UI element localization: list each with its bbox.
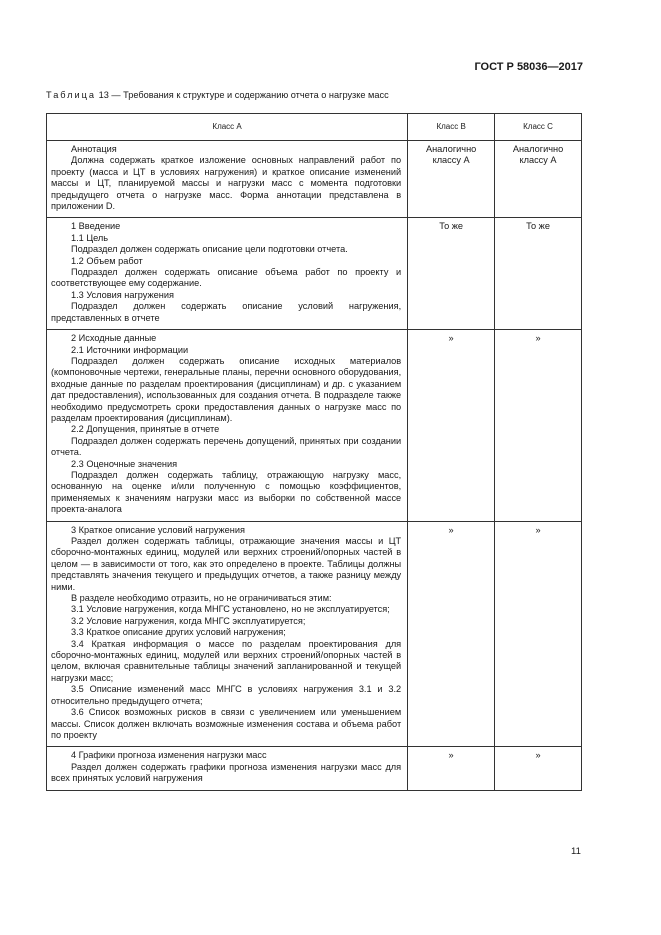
list-item: 3.3 Краткое описание других условий нагружения; — [71, 627, 286, 638]
cell-class-b: » — [408, 330, 495, 522]
cell-class-a — [47, 330, 408, 522]
paragraph: Раздел должен содержать графики прогноза изменения нагрузки масс для всех принятых условий нагружения — [51, 761, 402, 784]
list-item: 3.6 Список возможных рисков в связи с увеличением или уменьшением массы. Список должен включать возможные изменения состава и объема работ по проекту — [51, 707, 402, 740]
table-row — [47, 747, 582, 790]
page-number: 11 — [571, 846, 581, 857]
table-header-row — [47, 114, 582, 141]
column-header-class-c: Класс C — [495, 114, 582, 141]
paragraph: Подраздел должен содержать описание цели подготовки отчета. — [71, 244, 348, 255]
section-heading: 2 Исходные данные — [71, 333, 157, 344]
table-row — [47, 218, 582, 330]
requirements-table — [46, 113, 582, 791]
table-caption — [46, 90, 389, 100]
list-item: 3.5 Описание изменений масс МНГС в условиях нагружения 3.1 и 3.2 относительно предыдущего отчета; — [51, 684, 402, 706]
table-row — [47, 330, 582, 522]
subsection-heading: 1.3 Условия нагружения — [71, 289, 174, 300]
cell-class-c: » — [495, 330, 582, 522]
cell-class-c: Аналогично классу А — [495, 141, 582, 218]
table-caption-title: — Требования к структуре и содержанию отчета о нагрузке масс — [111, 90, 389, 100]
list-item: 3.1 Условие нагружения, когда МНГС установлено, но не эксплуатируется; — [71, 604, 390, 615]
section-heading: Аннотация — [71, 144, 117, 154]
cell-class-b: Аналогично классу А — [408, 141, 495, 218]
subsection-heading: 2.1 Источники информации — [71, 344, 189, 355]
section-heading: 1 Введение — [71, 221, 121, 232]
document-code: ГОСТ Р 58036—2017 — [474, 61, 583, 73]
subsection-heading: 1.1 Цель — [71, 232, 109, 243]
cell-class-c: » — [495, 521, 582, 747]
list-item: 3.4 Краткая информация о массе по разделам проектирования для сборочно-монтажных единиц, модулей или верхних строений/опорных частей в целом, включая сравнительные таблицы значений запланированной и текущей нагрузки масс; — [51, 638, 402, 683]
paragraph: Подраздел должен содержать описание объема работ по проекту и соответствующее ему содержание. — [51, 267, 402, 289]
column-header-class-a: Класс A — [47, 114, 408, 141]
paragraph: Подраздел должен содержать перечень допущений, принятых при создании отчета. — [51, 435, 402, 458]
cell-class-c: » — [495, 747, 582, 790]
section-heading: 4 Графики прогноза изменения нагрузки масс — [71, 750, 267, 761]
table-row — [47, 141, 582, 218]
paragraph: Подраздел должен содержать таблицу, отражающую нагрузку масс, основанную на оценке и/или полученную с помощью коэффициентов, применяемых к значениям нагрузки масс из выборки по собственной массе проекта-аналога — [51, 469, 402, 515]
paragraph: Должна содержать краткое изложение основных направлений работ по проекту (масса и ЦТ в условиях нагружения) и краткое описание изменений массы и ЦТ, планируемой массы и нагрузки масс с момента подготовки предыдущего отчета о нагрузке масс. Форма аннотации представлена в приложении D. — [51, 155, 402, 212]
paragraph: Подраздел должен содержать описание исходных материалов (компоновочные чертежи, генеральные планы, перечни основного оборудования, входные данные по разделам проектирования (дисциплинам) и др. с указанием дат предоставления), использованных для создания отчета. В подразделе также необходимо предусмотреть сроки предоставления данных о нагрузке масс по разделам проектирования (дисциплинам). — [51, 355, 402, 423]
cell-class-b: То же — [408, 218, 495, 330]
cell-class-b: » — [408, 747, 495, 790]
cell-class-c: То же — [495, 218, 582, 330]
cell-class-a — [47, 747, 408, 790]
cell-class-a — [47, 521, 408, 747]
subsection-heading: 2.2 Допущения, принятые в отчете — [71, 424, 220, 435]
paragraph: Раздел должен содержать таблицы, отражающие значения массы и ЦТ сборочно-монтажных единиц, модулей или верхних строений/опорных частей в целом — в зависимости от того, как это определено в проекте. Таблицы должны представлять значения текущего и предыдущих отчетов, а также разницу между ними. — [51, 536, 402, 592]
subsection-heading: 2.3 Оценочные значения — [71, 458, 178, 469]
paragraph: Подраздел должен содержать описание условий нагружения, представленных в отчете — [51, 301, 402, 323]
table-caption-label: Таблица — [46, 90, 97, 100]
table-caption-number: 13 — [98, 90, 109, 100]
section-heading: 3 Краткое описание условий нагружения — [71, 524, 245, 535]
paragraph: В разделе необходимо отразить, но не ограничиваться этим: — [71, 593, 332, 604]
table-row — [47, 521, 582, 747]
cell-class-b: » — [408, 521, 495, 747]
list-item: 3.2 Условие нагружения, когда МНГС эксплуатируется; — [71, 615, 306, 626]
column-header-class-b: Класс B — [408, 114, 495, 141]
cell-class-a — [47, 141, 408, 218]
subsection-heading: 1.2 Объем работ — [71, 255, 143, 266]
cell-class-a — [47, 218, 408, 330]
